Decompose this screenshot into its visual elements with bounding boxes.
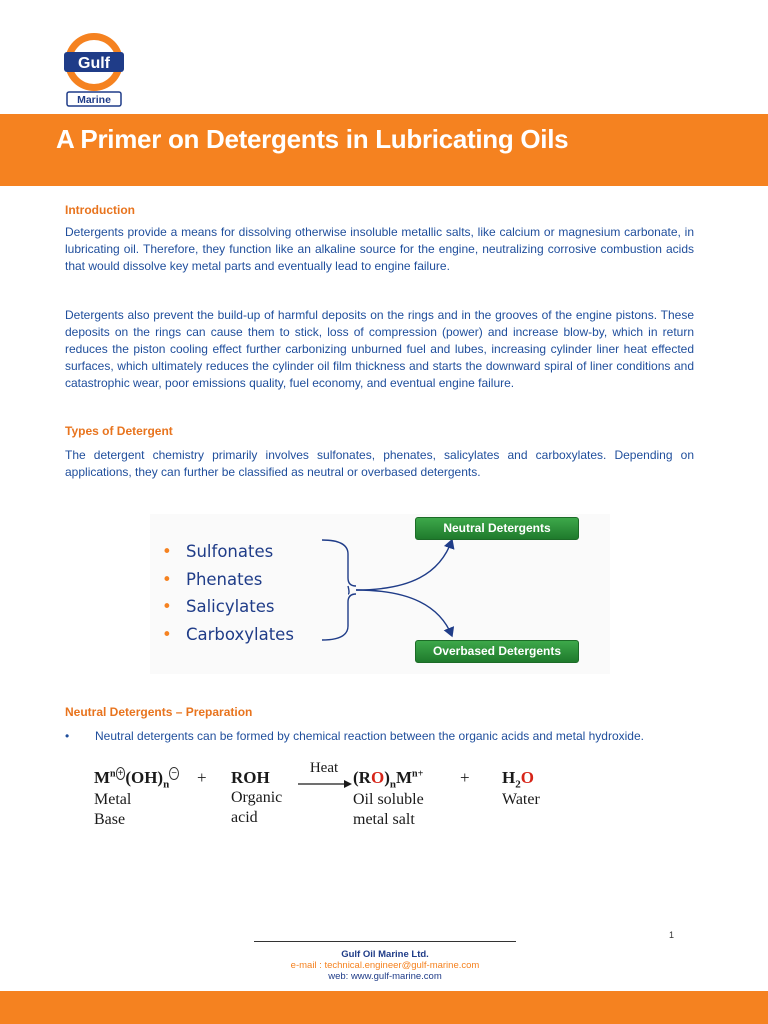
detergent-types-diagram [150,514,610,674]
page-title: A Primer on Detergents in Lubricating Oils [56,124,569,154]
neutral-detergents-box: Neutral Detergents [415,517,579,540]
overbased-detergents-box: Overbased Detergents [415,640,579,663]
footer-email[interactable]: e-mail : technical.engineer@gulf-marine.com [290,960,480,971]
equation-term-metal-base: $M^{n +}$ $(OH)_n^-$ Metal Base [94,768,177,829]
equation-term-organic-acid: ROH Organic acid [231,768,283,826]
footer-web[interactable]: web: www.gulf-marine.com [328,971,442,982]
footer-company: Gulf Oil Marine Ltd. [341,949,429,960]
plus-sign-2: + [460,768,470,787]
logo-top-text: Gulf [78,55,110,72]
plus-sign-1: + [197,768,207,787]
footer-divider [254,941,516,942]
list-item: • Phenates [162,569,263,589]
prep-heading: Neutral Detergents – Preparation [65,705,253,719]
bottom-bar [0,991,768,1024]
intro-heading: Introduction [65,203,135,217]
reaction-arrow [298,778,354,790]
title-banner [0,114,768,186]
list-item: • Sulfonates [162,542,274,561]
gulf-marine-logo [62,32,126,108]
equation-term-metal-salt: $(RO)_nM^{n+}$ Oil soluble metal salt [353,768,424,829]
page-number: 1 [669,930,675,940]
heat-label: Heat [309,760,339,776]
list-item: • Carboxylates [162,624,294,644]
intro-paragraph-2: Detergents also prevent the build-up of harmful deposits on the rings and in the grooves of the engine pistons. These deposits on the rings can cause them to stick, loss of compression (power) and increase blow-by, which in return reduces the piston cooling effect further carbonizing unburned fuel and lubes, increasing cylinder liner heat effected surfaces, which ultimately reduces the cylinder oil film thickness and starts the downward spiral of liner conditions and catastrophic wear, poor emissions quality, fuel economy, and eventual engine failure. [65,308,694,390]
types-paragraph: The detergent chemistry primarily involves sulfonates, phenates, salicylates and carboxylates. Depending on applications, they can further be classified as neutral or overbased detergents. [65,448,694,479]
equation-term-water: $H_2O$ Water [502,768,540,809]
types-heading: Types of Detergent [65,424,173,438]
logo-bottom-text: Marine [77,94,111,106]
intro-paragraph-1: Detergents provide a means for dissolving otherwise insoluble metallic salts, like calcium or magnesium carbonate, in lubricating oil. Therefore, they function like an alkaline source for the engine, neutralizing corrosive combustion acids that would dissolve key metal parts and eventually lead to engine failure. [65,225,694,273]
list-item: • Salicylates [162,597,275,616]
